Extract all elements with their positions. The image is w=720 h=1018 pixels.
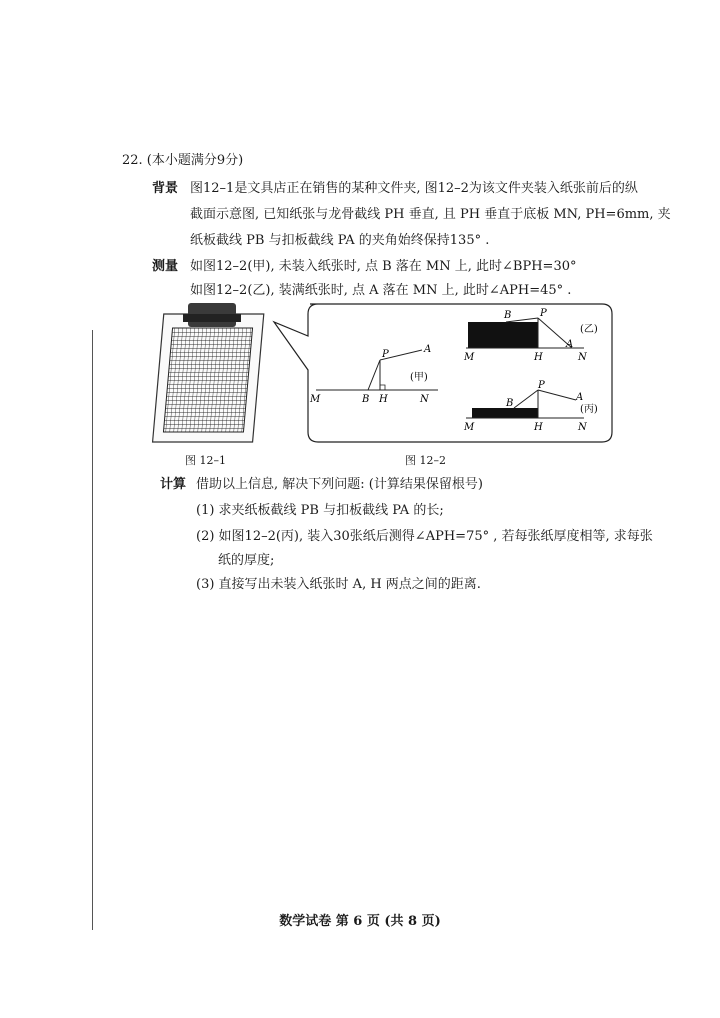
measure-line-1: 如图12–2(甲), 未装入纸张时, 点 B 落在 MN 上, 此时∠BPH=30° xyxy=(190,259,577,274)
jia-label-M: M xyxy=(310,394,321,405)
jia-label-H: H xyxy=(379,394,388,405)
jia-label-A: A xyxy=(424,344,432,355)
yi-tag: (乙) xyxy=(580,324,598,335)
bing-label-A: A xyxy=(576,392,584,403)
yi-label-P: P xyxy=(540,308,547,319)
calc-item-3: (3) 直接写出未装入纸张时 A, H 两点之间的距离. xyxy=(196,577,481,592)
folder-board xyxy=(153,314,264,442)
background-line-2: 截面示意图, 已知纸张与龙骨截线 PH 垂直, 且 PH 垂直于底板 MN, PH=6mm, 夹 xyxy=(190,207,671,222)
question-header: 22. (本小题满分9分) xyxy=(122,153,244,168)
bing-label-B: B xyxy=(506,398,514,409)
bing-label-P: P xyxy=(538,380,545,391)
caption-figure-12-1: 图 12–1 xyxy=(185,454,226,467)
calc-item-1: (1) 求夹纸板截线 PB 与扣板截线 PA 的长; xyxy=(196,503,444,518)
calc-intro: 借助以上信息, 解决下列问题: (计算结果保留根号) xyxy=(196,477,483,492)
measure-line-2: 如图12–2(乙), 装满纸张时, 点 A 落在 MN 上, 此时∠APH=45° . xyxy=(190,283,572,298)
jia-label-B: B xyxy=(362,394,370,405)
binding-line xyxy=(92,330,93,930)
yi-label-H: H xyxy=(534,352,543,363)
figure-12-2 xyxy=(270,300,620,445)
yi-label-B: B xyxy=(504,310,512,321)
caption-figure-12-2: 图 12–2 xyxy=(405,454,446,467)
yi-label-A: A xyxy=(566,339,574,350)
bing-label-H: H xyxy=(534,422,543,433)
figure-12-1 xyxy=(145,300,270,445)
jia-tag: (甲) xyxy=(410,372,428,383)
page-footer: 数学试卷 第 6 页 (共 8 页) xyxy=(279,914,441,929)
background-line-1: 图12–1是文具店正在销售的某种文件夹, 图12–2为该文件夹装入纸张前后的纵 xyxy=(190,181,638,196)
jia-label-P: P xyxy=(382,349,389,360)
bing-tag: (丙) xyxy=(580,404,598,415)
yi-label-M: M xyxy=(464,352,475,363)
measure-label: 测量 xyxy=(152,259,179,274)
jia-label-N: N xyxy=(420,394,429,405)
background-label: 背景 xyxy=(152,181,179,196)
callout-bubble xyxy=(274,304,612,442)
calc-item-2: (2) 如图12–2(丙), 装入30张纸后测得∠APH=75° , 若每张纸厚度相等, 求每张 xyxy=(196,529,653,544)
background-line-3: 纸板截线 PB 与扣板截线 PA 的夹角始终保持135° . xyxy=(190,233,490,248)
bing-label-N: N xyxy=(578,422,587,433)
calc-label: 计算 xyxy=(160,477,187,492)
yi-label-N: N xyxy=(578,352,587,363)
calc-item-2-cont: 纸的厚度; xyxy=(218,553,275,568)
bing-label-M: M xyxy=(464,422,475,433)
